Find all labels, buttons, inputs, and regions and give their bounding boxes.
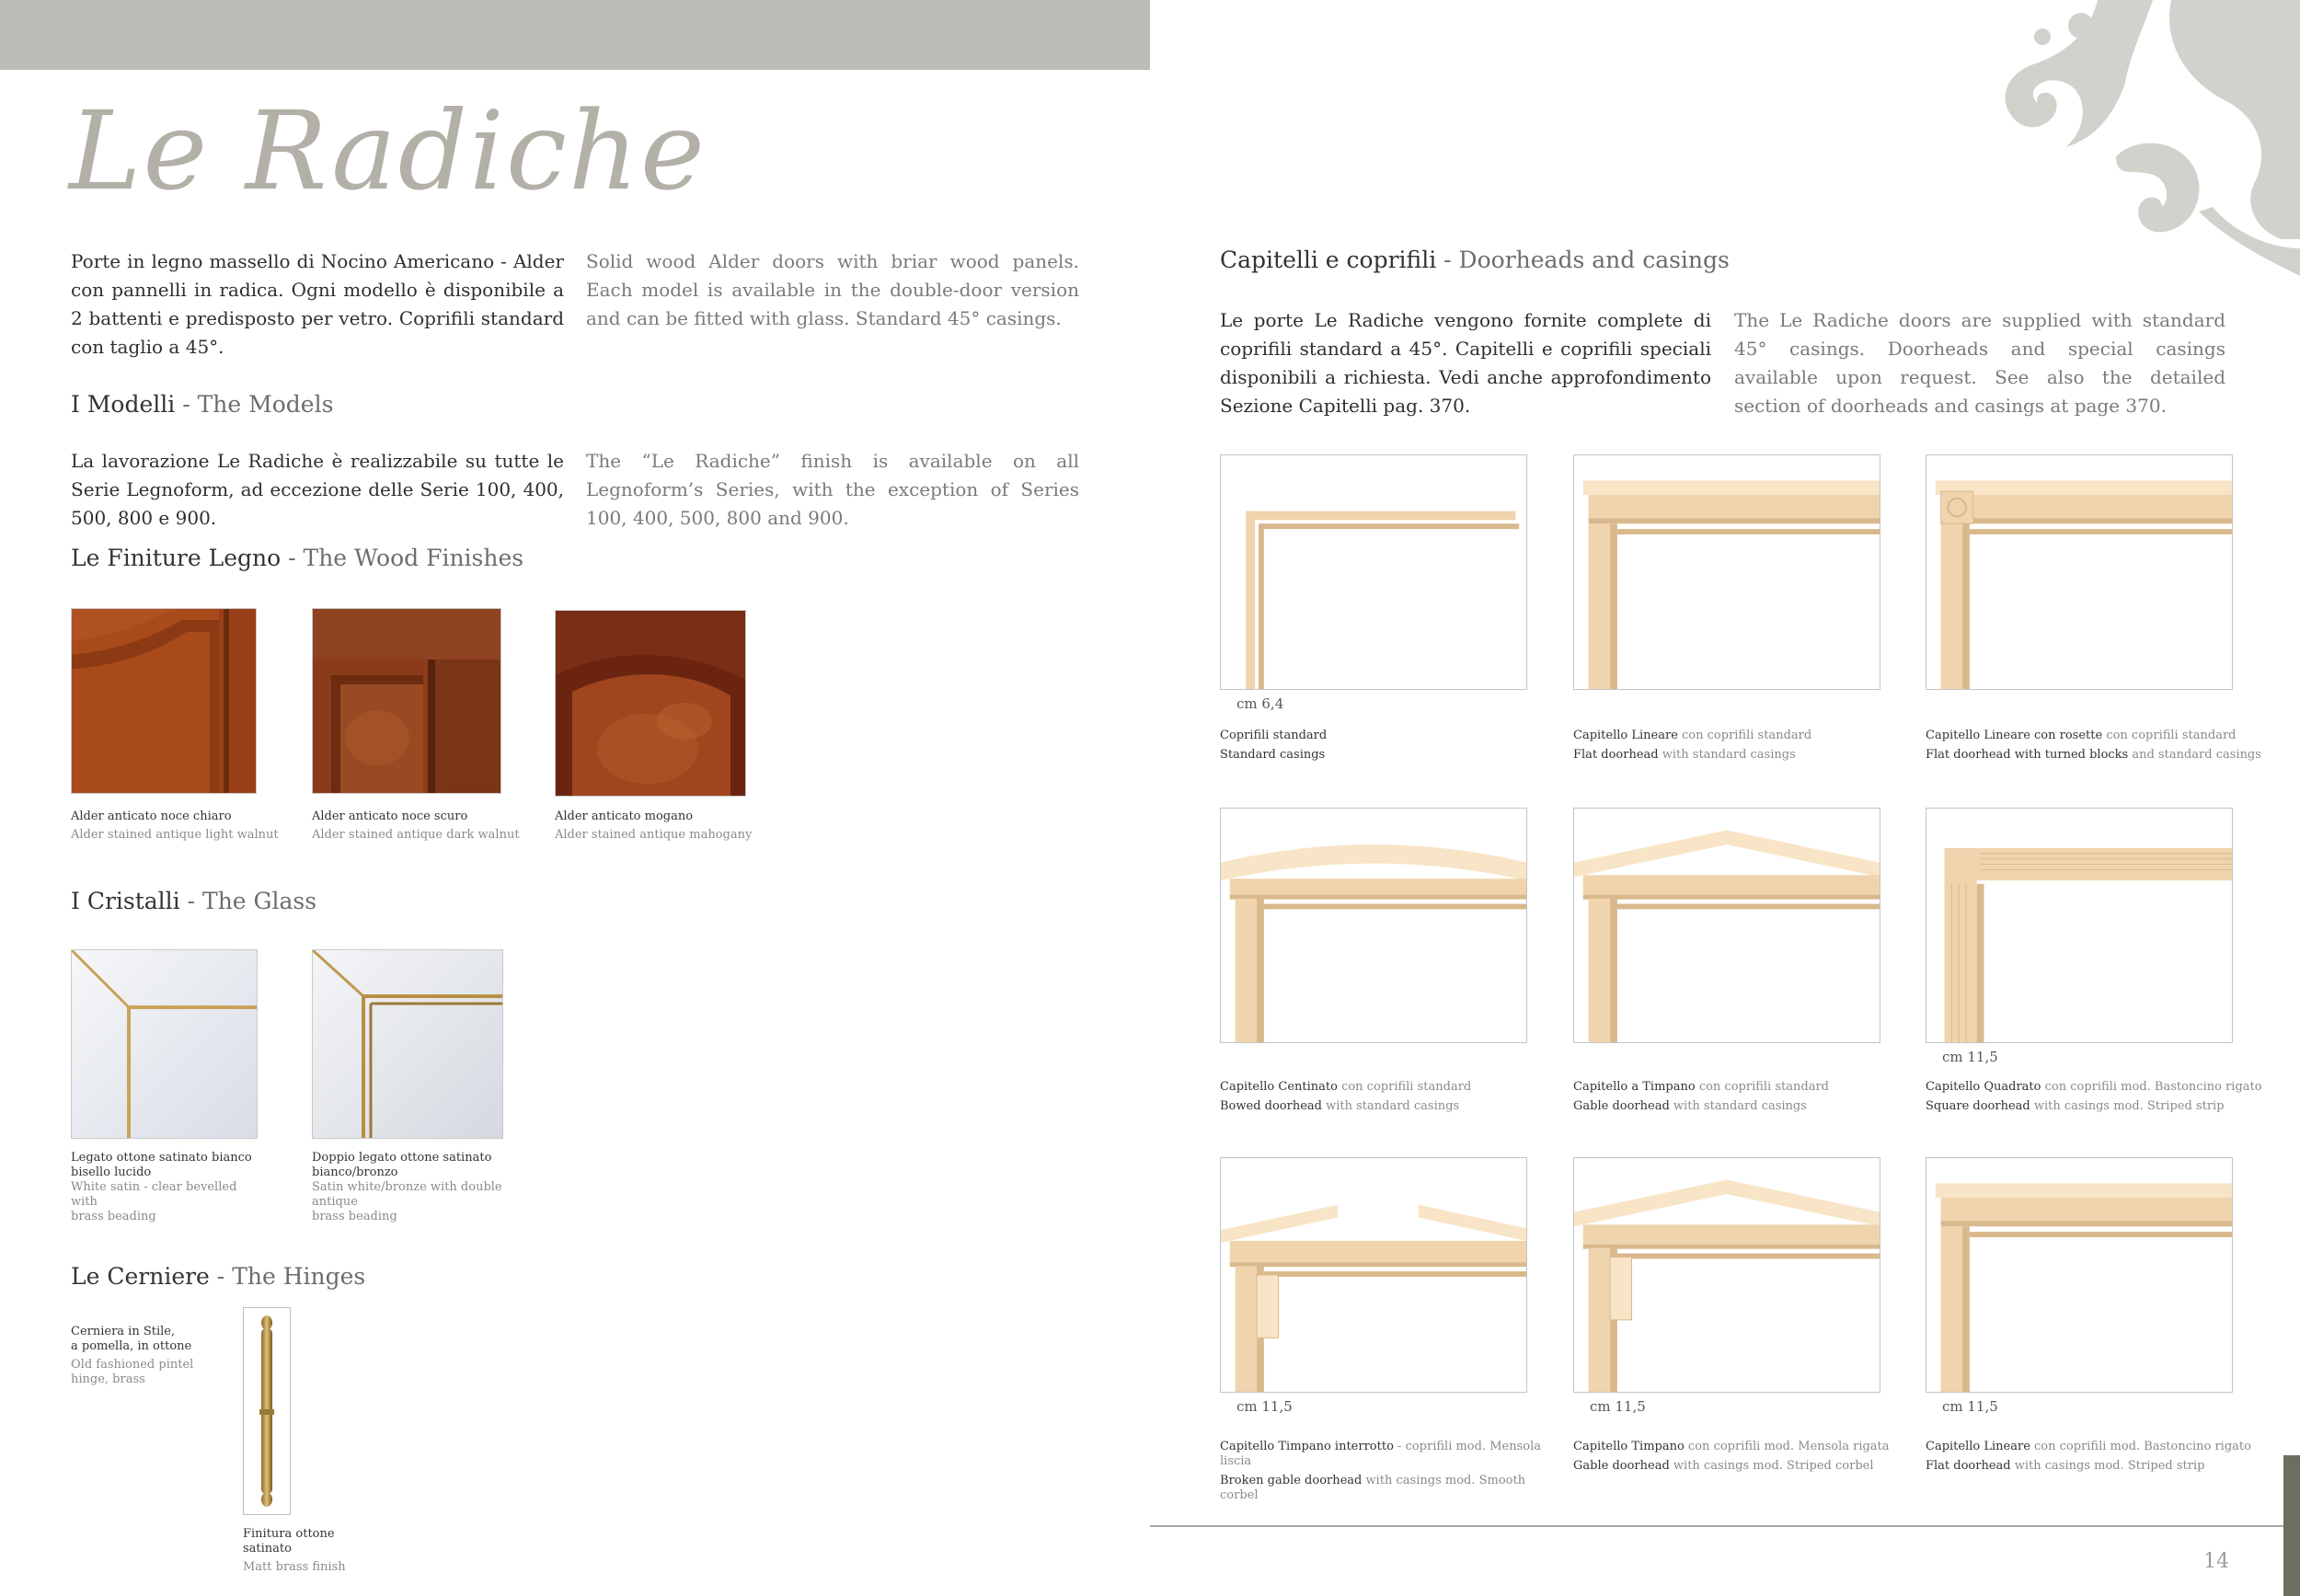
glass-caption-2-en2: brass beading — [312, 1210, 397, 1223]
side-tab — [2283, 1455, 2300, 1596]
doorhead-caption-en-detail: and standard casings — [2128, 748, 2261, 762]
doorhead-caption — [1926, 1440, 2266, 1474]
doorhead-dimension: cm 11,5 — [1590, 1398, 1646, 1415]
doorhead-caption-en-detail: with standard casings — [1321, 1099, 1460, 1113]
intro-italian: Porte in legno massello di Nocino Americano - Alder con pannelli in radica. Ogni modello è disponibile a 2 battenti e predisposto per vetro. Coprifili standard con taglio a 45°. — [71, 250, 564, 358]
finish-caption-2-en: Alder stained antique dark walnut — [312, 828, 520, 842]
doorhead-image — [1926, 454, 2233, 690]
finish-caption-2-it: Alder anticato noce scuro — [312, 809, 468, 823]
glass-caption-2-en1: Satin white/bronze with double antique — [312, 1180, 502, 1209]
glass-caption-2 — [312, 1151, 523, 1224]
doorhead-caption-it-detail: - coprifili mod. Mensola liscia — [1220, 1440, 1542, 1468]
glass-caption-1 — [71, 1151, 255, 1224]
doorhead-caption-en-detail: with standard casings — [1669, 1099, 1807, 1113]
doorhead-caption-it-detail: con coprifili standard — [1695, 1080, 1829, 1094]
glass-caption-1-en1: White satin - clear bevelled with — [71, 1180, 237, 1209]
doorhead-caption — [1220, 729, 1560, 763]
doorheads-italian: Le porte Le Radiche vengono fornite complete di coprifili standard a 45°. Capitelli e coprifili speciali disponibili a richiesta. Vedi anche approfondimento Sezione Capitelli pag. 370. — [1220, 309, 1711, 417]
top-banner — [0, 0, 1150, 70]
hinge-finish-it2: satinato — [243, 1542, 292, 1556]
swatch-dark-walnut — [312, 608, 501, 794]
doorhead-caption — [1573, 1440, 1914, 1474]
doorheads-heading — [1220, 247, 1730, 273]
doorhead-caption-en: Standard casings — [1220, 748, 1326, 762]
glass-swatch-double — [312, 949, 503, 1139]
doorhead-caption-it-detail: con coprifili mod. Mensola rigata — [1684, 1440, 1890, 1453]
doorhead-image — [1573, 1157, 1880, 1393]
doorhead-caption-it: Capitello a Timpano — [1573, 1080, 1696, 1094]
glass-caption-2-it2: bianco/bronzo — [312, 1165, 398, 1179]
hinges-heading-it: Le Cerniere — [71, 1263, 210, 1290]
hinges-heading — [71, 1263, 365, 1290]
doorhead-caption-en-detail: with casings mod. Striped strip — [2010, 1459, 2205, 1473]
doorhead-caption-it-detail: con coprifili standard — [1677, 729, 1812, 742]
glass-heading — [71, 888, 316, 914]
hinge-image — [243, 1307, 291, 1515]
doorhead-image — [1573, 454, 1880, 690]
finishes-heading-it: Le Finiture Legno — [71, 545, 282, 571]
doorhead-caption-en-detail: with casings mod. Smooth corbel — [1220, 1474, 1526, 1502]
doorhead-caption-it: Capitello Centinato — [1220, 1080, 1338, 1094]
doorheads-heading-en: - Doorheads and casings — [1436, 247, 1730, 273]
finishes-heading — [71, 545, 523, 571]
doorhead-dimension: cm 11,5 — [1942, 1398, 1998, 1415]
doorhead-caption-en: Broken gable doorhead — [1220, 1474, 1363, 1487]
doorhead-caption-it: Capitello Lineare con rosette — [1926, 729, 2103, 742]
doorhead-caption-en: Square doorhead — [1926, 1099, 2030, 1113]
glass-caption-1-it1: Legato ottone satinato bianco — [71, 1151, 252, 1165]
doorhead-image — [1220, 454, 1527, 690]
doorhead-caption-it: Capitello Lineare — [1573, 729, 1678, 742]
glass-caption-1-en2: brass beading — [71, 1210, 156, 1223]
doorheads-english: The Le Radiche doors are supplied with standard 45° casings. Doorheads and special casings available upon request. See also the detailed section of doorheads and casings at page 370. — [1734, 309, 2225, 417]
doorhead-dimension: cm 11,5 — [1942, 1049, 1998, 1065]
hinge-finish-caption — [243, 1527, 381, 1575]
hinge-caption-it2: a pomella, in ottone — [71, 1339, 192, 1353]
glass-heading-it: I Cristalli — [71, 888, 180, 914]
doorhead-image — [1220, 808, 1527, 1043]
doorhead-caption-en: Gable doorhead — [1573, 1099, 1670, 1113]
glass-heading-en: - The Glass — [179, 888, 317, 914]
hinges-heading-en: - The Hinges — [209, 1263, 366, 1290]
doorhead-caption-en-detail: with casings mod. Striped corbel — [1669, 1459, 1874, 1473]
doorhead-caption-it-detail: con coprifili standard — [2102, 729, 2237, 742]
doorhead-caption — [1220, 1440, 1560, 1503]
swatch-light-walnut — [71, 608, 257, 794]
models-heading — [71, 391, 333, 418]
finish-caption-1-it: Alder anticato noce chiaro — [71, 809, 232, 823]
glass-swatch-single — [71, 949, 258, 1139]
doorhead-caption-en: Flat doorhead with turned blocks — [1926, 748, 2129, 762]
finish-caption-3 — [555, 809, 752, 843]
doorhead-caption-it: Capitello Lineare — [1926, 1440, 2030, 1453]
finish-caption-1 — [71, 809, 279, 843]
brand-title: Le Radiche — [69, 87, 707, 214]
hinge-caption — [71, 1325, 227, 1387]
doorhead-caption-it-detail: con coprifili mod. Bastoncino rigato — [2041, 1080, 2262, 1094]
doorhead-caption-en: Gable doorhead — [1573, 1459, 1670, 1473]
doorhead-caption-en: Flat doorhead — [1926, 1459, 2011, 1473]
hinge-caption-en1: Old fashioned pintel — [71, 1358, 194, 1372]
doorhead-caption-en-detail: with casings mod. Striped strip — [2030, 1099, 2225, 1113]
doorhead-image — [1573, 808, 1880, 1043]
doorhead-caption-it: Capitello Quadrato — [1926, 1080, 2041, 1094]
doorhead-caption-en: Flat doorhead — [1573, 748, 1659, 762]
doorhead-caption — [1573, 729, 1914, 763]
doorhead-image — [1220, 1157, 1527, 1393]
doorhead-image — [1926, 1157, 2233, 1393]
finish-caption-3-en: Alder stained antique mahogany — [555, 828, 753, 842]
models-english: The “Le Radiche” finish is available on all Legnoform’s Series, with the exception of Series 100, 400, 500, 800 and 900. — [586, 450, 1079, 529]
hinge-finish-en: Matt brass finish — [243, 1560, 346, 1574]
doorhead-caption-en: Bowed doorhead — [1220, 1099, 1322, 1113]
doorhead-dimension: cm 6,4 — [1236, 695, 1284, 712]
doorhead-caption-it: Capitello Timpano interrotto — [1220, 1440, 1394, 1453]
intro-english: Solid wood Alder doors with briar wood panels. Each model is available in the double-door version and can be fitted with glass. Standard 45° casings. — [586, 250, 1079, 329]
hinge-caption-en2: hinge, brass — [71, 1372, 145, 1386]
doorhead-caption-en-detail: with standard casings — [1658, 748, 1796, 762]
glass-caption-2-it1: Doppio legato ottone satinato — [312, 1151, 492, 1165]
glass-caption-1-it2: bisello lucido — [71, 1165, 152, 1179]
doorhead-caption — [1926, 729, 2266, 763]
hinge-caption-it1: Cerniera in Stile, — [71, 1325, 176, 1338]
models-heading-it: I Modelli — [71, 391, 176, 418]
doorhead-caption — [1220, 1080, 1560, 1114]
page-number: 14 — [2203, 1550, 2229, 1573]
doorhead-caption-it: Capitello Timpano — [1573, 1440, 1685, 1453]
doorhead-caption-it-detail: con coprifili mod. Bastoncino rigato — [2030, 1440, 2251, 1453]
models-heading-en: - The Models — [175, 391, 334, 418]
baroque-ornament — [1978, 0, 2300, 276]
models-italian: La lavorazione Le Radiche è realizzabile su tutte le Serie Legnoform, ad eccezione delle Serie 100, 400, 500, 800 e 900. — [71, 450, 564, 529]
doorhead-image — [1926, 808, 2233, 1043]
footer-rule — [1150, 1525, 2300, 1527]
doorhead-caption — [1926, 1080, 2266, 1114]
hinge-finish-it1: Finitura ottone — [243, 1527, 335, 1541]
finishes-heading-en: - The Wood Finishes — [281, 545, 524, 571]
finish-caption-1-en: Alder stained antique light walnut — [71, 828, 279, 842]
doorhead-caption — [1573, 1080, 1914, 1114]
doorhead-caption-it-detail: con coprifili standard — [1337, 1080, 1472, 1094]
doorhead-dimension: cm 11,5 — [1236, 1398, 1293, 1415]
finish-caption-2 — [312, 809, 520, 843]
finish-caption-3-it: Alder anticato mogano — [555, 809, 694, 823]
doorheads-heading-it: Capitelli e coprifili — [1220, 247, 1437, 273]
swatch-mahogany — [555, 610, 746, 797]
doorhead-caption-it: Coprifili standard — [1220, 729, 1328, 742]
